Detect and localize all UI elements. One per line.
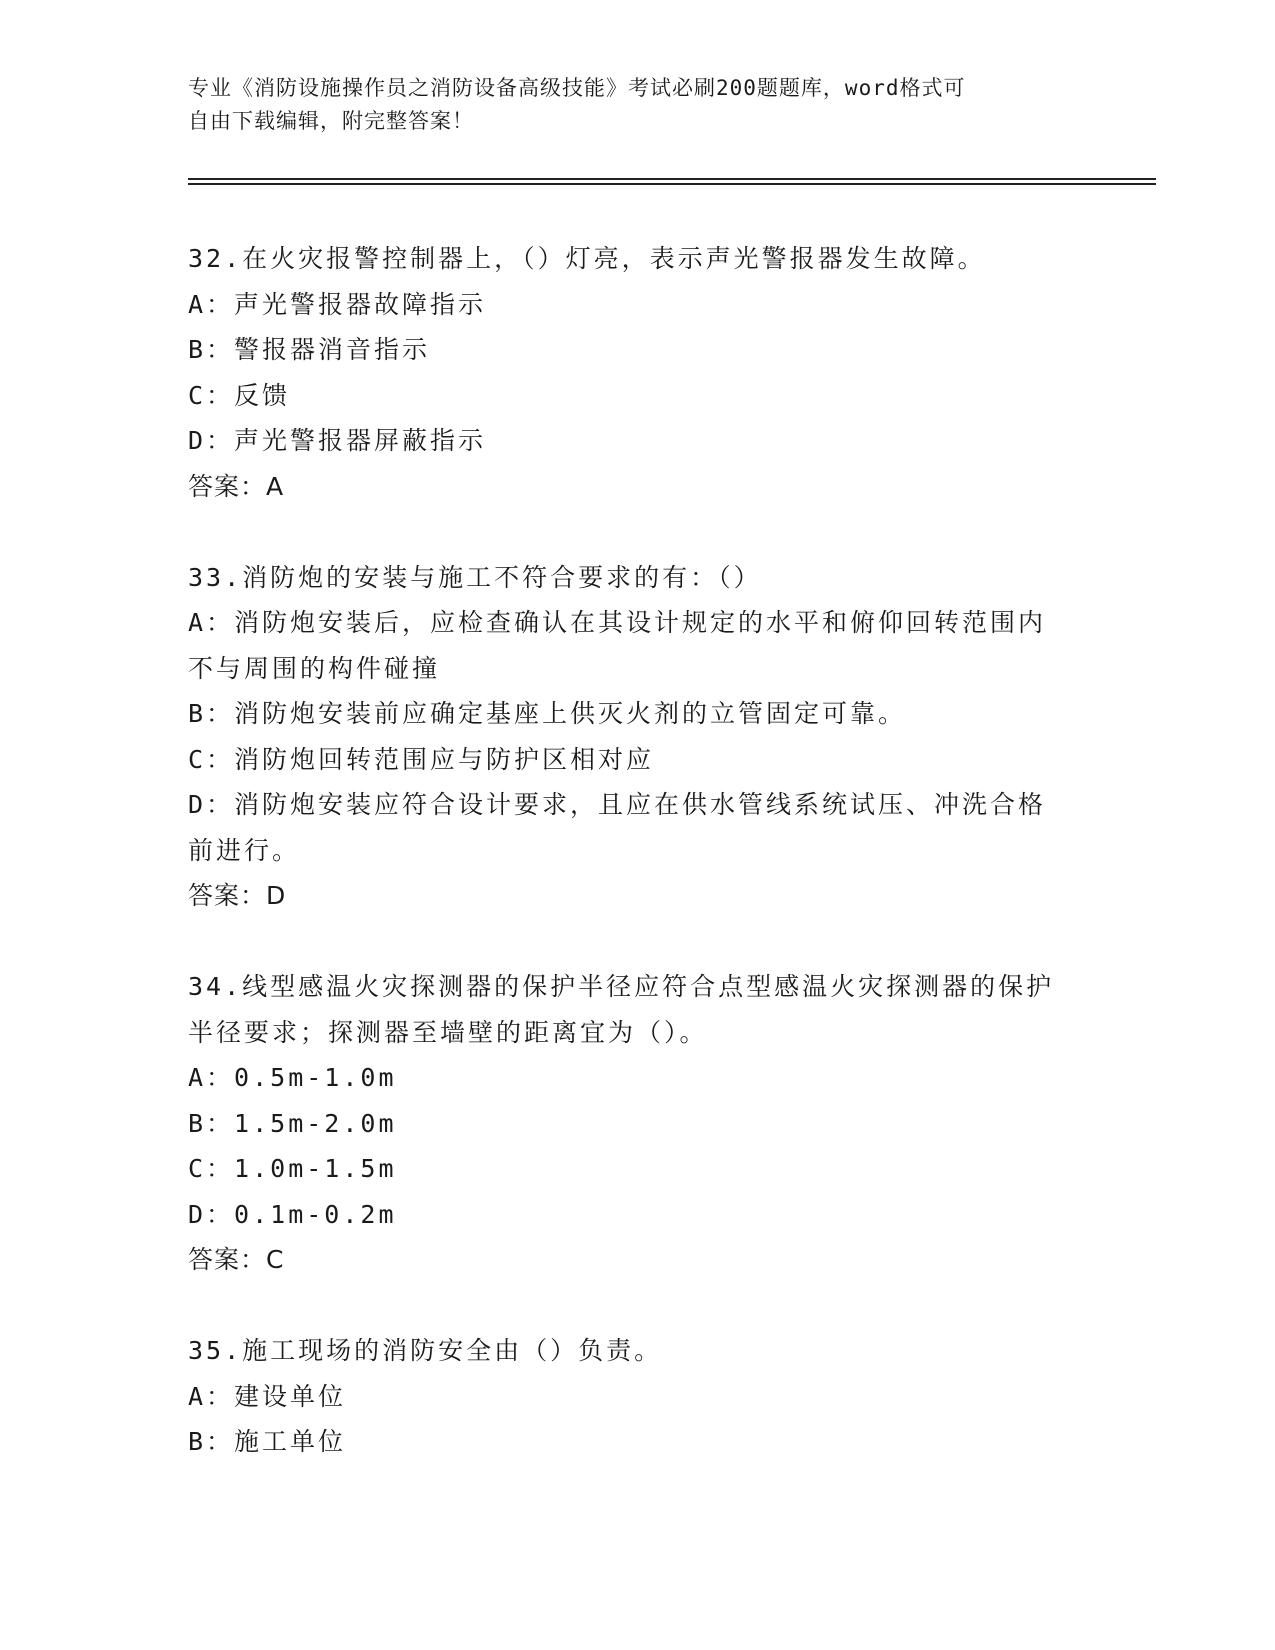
option-b: B：施工单位 [188,1427,347,1456]
question-stem: 33.消防炮的安装与施工不符合要求的有：（） [188,562,762,592]
option-a: A：消防炮安装后，应检查确认在其设计规定的水平和俯仰回转范围内 [188,608,1047,637]
option-d: D：声光警报器屏蔽指示 [188,426,487,455]
option-a-continued: 不与周围的构件碰撞 [188,653,441,683]
header-line-1: 专业《消防设施操作员之消防设备高级技能》考试必刷200题题库，word格式可 [188,76,966,100]
question-33 [188,555,1088,919]
question-34 [188,964,1088,1283]
option-a: A：建设单位 [188,1381,347,1411]
option-b: B：警报器消音指示 [188,335,431,364]
option-d-continued: 前进行。 [188,835,301,865]
answer-label: 答案：D [188,881,287,910]
option-a: A：0.5m-1.0m [188,1063,397,1092]
header-line-2: 自由下载编辑，附完整答案！ [188,109,474,133]
question-32 [188,236,1088,509]
question-35 [188,1328,1088,1465]
question-stem: 32.在火灾报警控制器上，（）灯亮，表示声光警报器发生故障。 [188,244,986,273]
question-stem: 34.线型感温火灾探测器的保护半径应符合点型感温火灾探测器的保护 [188,972,1055,1001]
document-header [188,72,1088,138]
option-d: D：0.1m-0.2m [188,1199,397,1229]
option-c: C：反馈 [188,380,291,410]
question-stem-continued: 半径要求；探测器至墙壁的距离宜为（）。 [188,1017,708,1047]
question-stem: 35.施工现场的消防安全由（）负责。 [188,1336,663,1365]
option-a: A：声光警报器故障指示 [188,289,487,319]
answer-label: 答案：A [188,471,285,501]
option-c: C：1.0m-1.5m [188,1154,397,1183]
header-divider-top [188,178,1156,180]
option-c: C：消防炮回转范围应与防护区相对应 [188,744,655,774]
option-b: B：1.5m-2.0m [188,1108,397,1138]
answer-label: 答案：C [188,1245,285,1274]
question-list [188,236,1088,1510]
option-d: D：消防炮安装应符合设计要求，且应在供水管线系统试压、冲洗合格 [188,790,1047,819]
header-divider-bottom [188,183,1156,185]
option-b: B：消防炮安装前应确定基座上供灭火剂的立管固定可靠。 [188,699,907,728]
